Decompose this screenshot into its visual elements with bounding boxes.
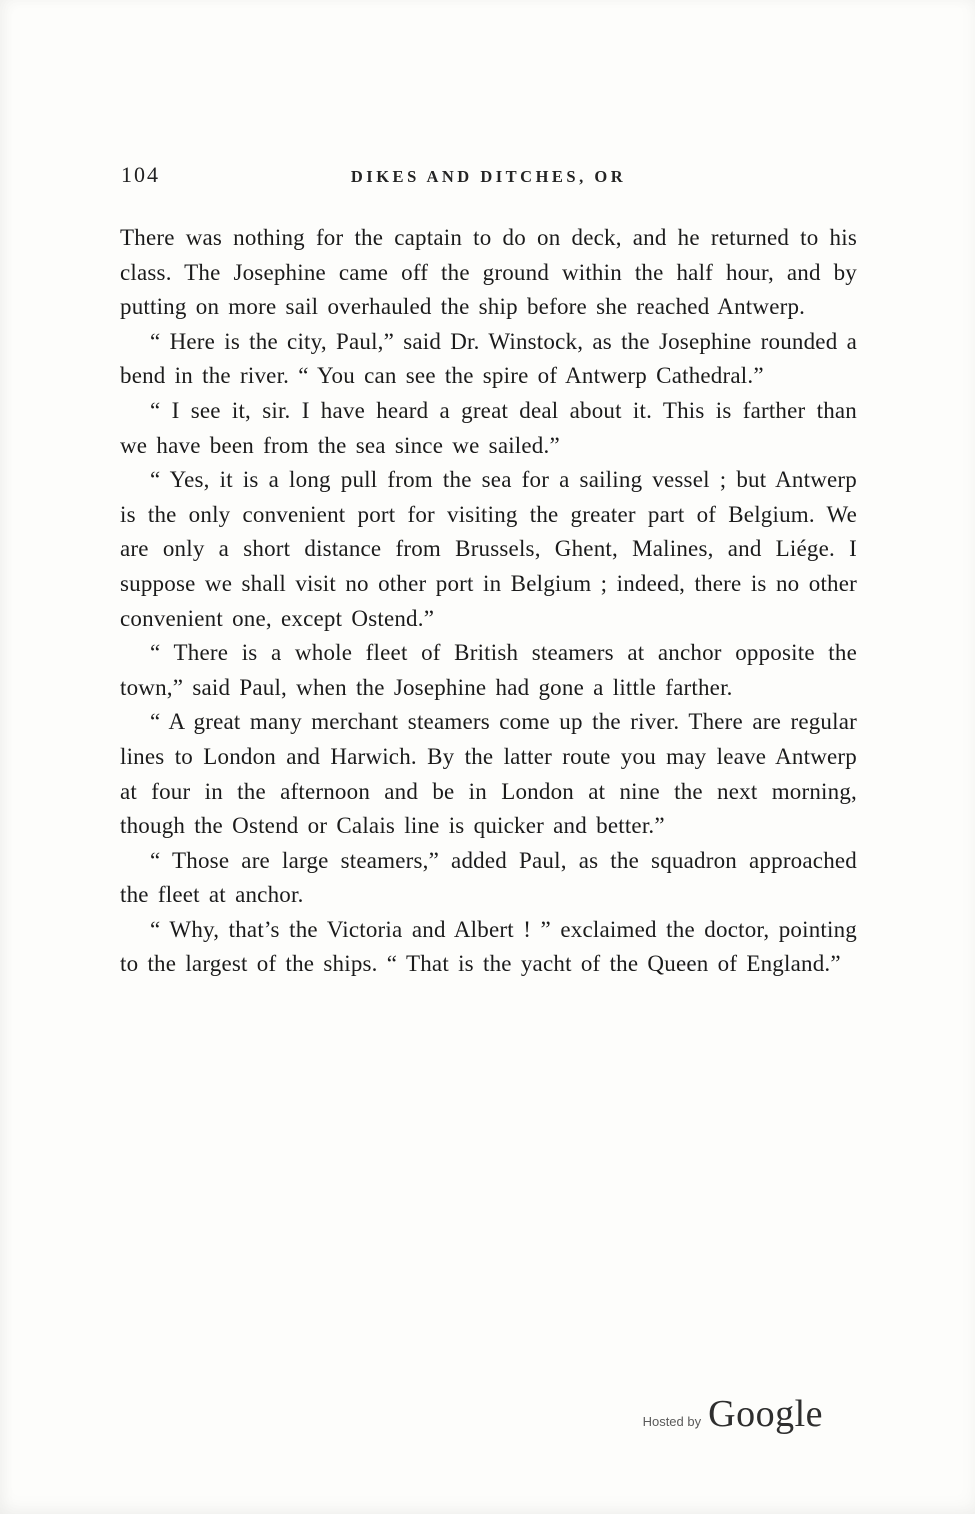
footer [643,1392,823,1436]
paragraph: “ Here is the city, Paul,” said Dr. Winstock, as the Josephine rounded a bend in the river. “ You can see the spire of Antwerp Cathedral.” [120,328,857,389]
paragraph: “ A great many merchant steamers come up the river. There are regular lines to London and Harwich. By the latter route you may leave Antwerp at four in the afternoon and be in London at nine the next morning, though the Ostend or Calais line is quicker and better.” [120,709,857,839]
hosted-by-label: Hosted by [642,1414,702,1429]
paragraph: “ I see it, sir. I have heard a great deal about it. This is farther than we have been from the sea since we sailed.” [120,397,857,458]
paragraph: “ Why, that’s the Victoria and Albert ! ” exclaimed the doctor, pointing to the largest of the ships. “ That is the yacht of the Queen of England.” [120,916,857,977]
body-text [120,221,857,982]
running-header: DIKES AND DITCHES, OR [350,167,627,186]
paragraph: “ Yes, it is a long pull from the sea for a sailing vessel ; but Antwerp is the only convenient port for visiting the greater part of Belgium. We are only a short distance from Brussels, Ghent, Malines, and Liége. I suppose we shall visit no other port in Belgium ; indeed, there is no other convenient one, except Ostend.” [120,467,857,631]
paragraph: “ Those are large steamers,” added Paul, as the squadron approached the fleet at anchor. [120,847,857,908]
paragraph: There was nothing for the captain to do on deck, and he returned to his class. The Josephine came off the ground within the half hour, and by putting on more sail overhauled the ship before she reached Antwerp. [120,225,857,320]
page-number: 104 [121,162,160,187]
google-logo: Google [708,1393,823,1435]
paragraph: “ There is a whole fleet of British steamers at anchor opposite the town,” said Paul, when the Josephine had gone a little farther. [120,640,857,700]
